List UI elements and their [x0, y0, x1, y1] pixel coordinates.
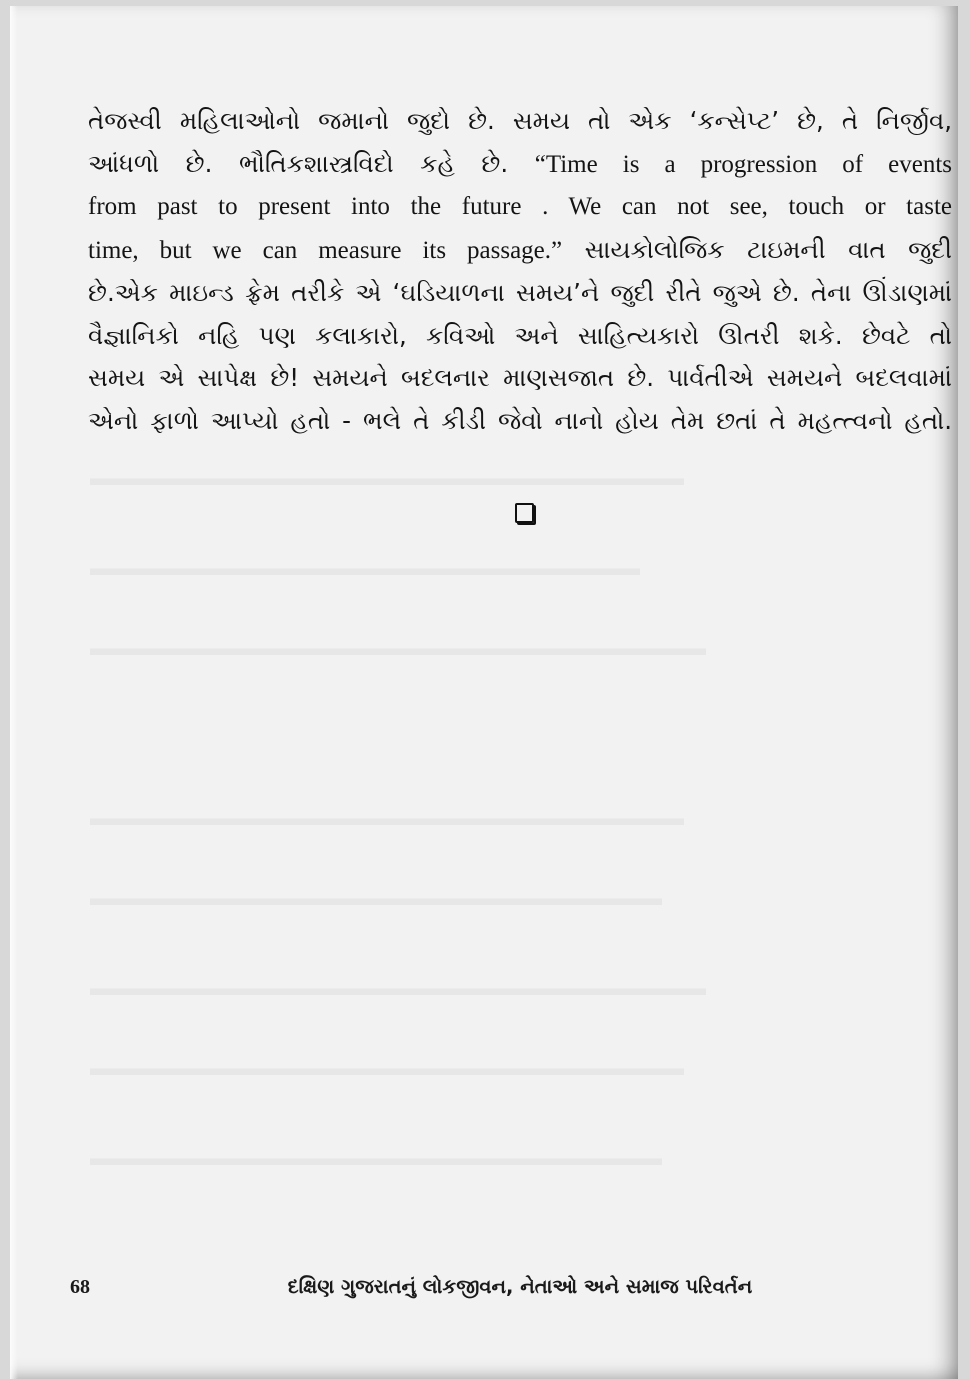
paragraph-line-6: વૈજ્ઞાનિકો નહિ પણ કલાકારો, કવિઓ અને સાહિત્યકારો ઊતરી શકે. છેવટે તો	[88, 320, 952, 350]
paragraph-line-8: એનો ફાળો આપ્યો હતો - ભલે તે કીડી જેવો નાનો હોય તેમ છતાં તે મહત્ત્વનો હતો.	[88, 405, 952, 435]
paragraph-line-2	[88, 143, 952, 187]
quote-end-english: time, but we can measure its passage.”	[88, 236, 563, 264]
body-paragraph	[88, 100, 952, 442]
page-number: 68	[70, 1276, 90, 1298]
paragraph-line-4-gujarati: સાયકોલોજિક ટાઇમની વાત જુદી	[584, 234, 952, 264]
paragraph-line-2-gujarati: આંધળો છે. ભૌતિકશાસ્ત્રવિદો કહે છે.	[88, 148, 509, 178]
show-through-texture	[90, 966, 938, 1010]
show-through-texture	[90, 546, 938, 590]
show-through-texture	[90, 876, 938, 920]
show-through-texture	[90, 796, 938, 840]
show-through-texture	[90, 626, 938, 670]
show-through-texture	[90, 1136, 938, 1180]
paragraph-line-4	[88, 229, 952, 273]
hollow-square-icon	[515, 503, 534, 523]
paragraph-line-1: તેજસ્વી મહિલાઓનો જમાનો જુદો છે. સમય તો એક ‘કન્સેપ્ટ’ છે, તે નિર્જીવ,	[88, 106, 952, 135]
show-through-texture	[90, 456, 938, 500]
paragraph-line-5: છે.એક માઇન્ડ ફ્રેમ તરીકે એ ‘ઘડિયાળના સમય’ને જુદી રીતે જુએ છે. તેના ઊંડાણમાં	[88, 278, 952, 307]
paragraph-line-3-english: from past to present into the future . We can not see, touch or taste	[88, 193, 952, 220]
show-through-texture	[90, 1046, 938, 1090]
paragraph-line-7: સમય એ સાપેક્ષ છે! સમયને બદલનાર માણસજાત છે. પાર્વતીએ સમયને બદલવામાં	[88, 363, 952, 392]
quote-start-english: “Time is a progression of events	[534, 150, 952, 178]
book-page	[10, 6, 958, 1379]
page-footer	[10, 1266, 958, 1306]
running-title: દક્ષિણ ગુજરાતનું લોકજીવન, નેતાઓ અને સમાજ પરિવર્તન	[287, 1275, 753, 1298]
